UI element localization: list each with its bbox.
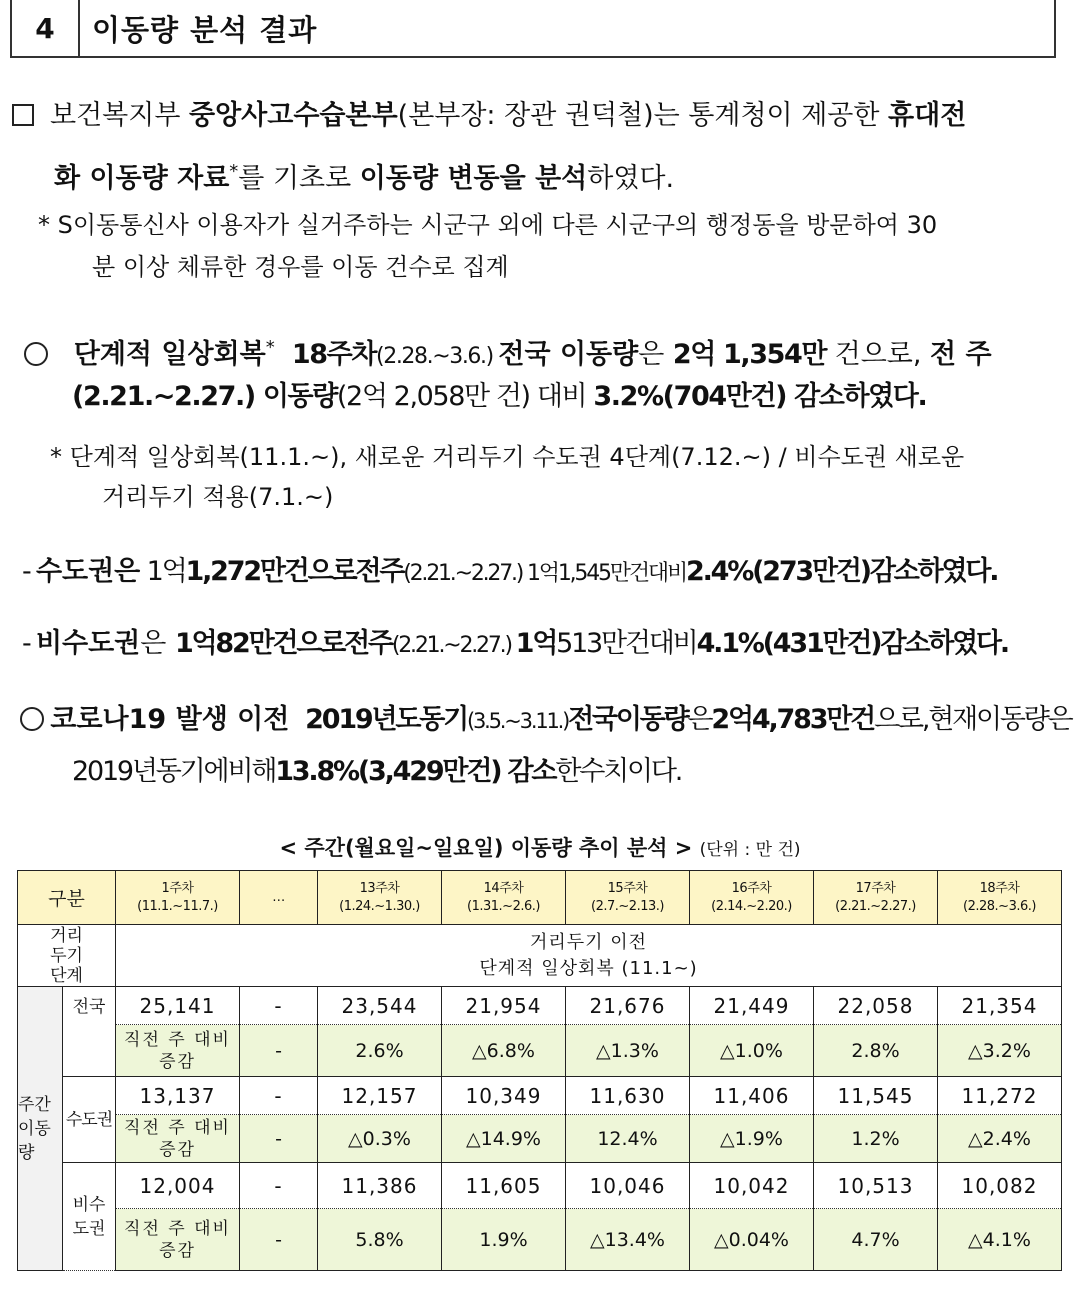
dash-text: (2.21.~2.27.) 1억1,545만건대비 (403, 561, 687, 586)
week-label: 1주차 (161, 880, 194, 896)
week-dates: (2.21.~2.27.) (835, 898, 916, 914)
bullet1-bold: 18주차 (291, 339, 377, 370)
intro-bold: 중앙사고수습본부 (189, 100, 398, 131)
value-cell: 22,058 (814, 987, 938, 1025)
table-row (18, 987, 1062, 1025)
region-name: 수도권 (63, 1077, 116, 1163)
bullet2-bold: 전국이동량 (568, 704, 688, 735)
checkbox-icon (12, 104, 34, 126)
value-cell: 21,354 (938, 987, 1062, 1025)
intro-note-1: * S이동통신사 이용자가 실거주하는 시군구 외에 다른 시군구의 행정동을 방문하여 30 (38, 211, 938, 239)
caption-title: < 주간(월요일~일요일) 이동량 추이 분석 > (279, 836, 693, 860)
change-label: 직전 주 대비 증감 (116, 1115, 240, 1163)
side-label: 주간 이동 량 (18, 987, 63, 1271)
value-cell: 21,449 (690, 987, 814, 1025)
week-label: 18주차 (979, 880, 1020, 896)
bullet2-bold: 2억4,783만건 (711, 704, 875, 735)
value-cell: 10,513 (814, 1163, 938, 1209)
dash1-line (22, 552, 997, 594)
dash-bold: 1,272만건으로전주 (185, 556, 404, 587)
dash-bold: 수도권은 (35, 556, 141, 587)
change-cell: - (240, 1025, 318, 1077)
stage-row (18, 925, 1062, 987)
header-week (814, 871, 938, 925)
week-dates: (1.31.~2.6.) (467, 898, 540, 914)
dash-bold: 2.4%(273만건)감소하였다. (686, 556, 998, 587)
value-cell: 11,386 (318, 1163, 442, 1209)
change-cell: - (240, 1115, 318, 1163)
dash-bold: 4.1%(431만건)감소하였다. (696, 628, 1008, 659)
bullet1-bold: 전국 이동량 (498, 339, 639, 370)
bullet1-text: 은 (638, 339, 673, 370)
change-cell: △0.3% (318, 1115, 442, 1163)
value-cell: 11,406 (690, 1077, 814, 1115)
bullet1-text: (2.28.~3.6.) (376, 344, 499, 369)
change-cell: △1.3% (566, 1025, 690, 1077)
value-cell: 21,676 (566, 987, 690, 1025)
header-week (116, 871, 240, 925)
table-row (18, 1163, 1062, 1209)
caption-unit: (단위 : 만 건) (699, 840, 801, 860)
bullet1-text: 건으로, (826, 339, 931, 370)
dash-text: - (22, 628, 36, 659)
value-cell: 10,046 (566, 1163, 690, 1209)
week-label: 14주차 (483, 880, 524, 896)
bullet1-note-2: 거리두기 적용(7.1.~) (102, 483, 334, 511)
footnote-star: * (265, 337, 275, 358)
region-name: 전국 (63, 987, 116, 1077)
bullet2-text: 한수치이다. (555, 756, 682, 787)
value-cell: 10,349 (442, 1077, 566, 1115)
bullet2-bold: 코로나19 발생 이전 (50, 704, 299, 735)
change-cell: 1.9% (442, 1209, 566, 1271)
bullet2-bold: 13.8%(3,429만건) 감소 (275, 756, 556, 787)
week-label: 16주차 (731, 880, 772, 896)
value-cell: - (240, 1077, 318, 1115)
change-cell: - (240, 1209, 318, 1271)
change-cell: 12.4% (566, 1115, 690, 1163)
value-cell: 13,137 (116, 1077, 240, 1115)
header-week (442, 871, 566, 925)
table-row (18, 1077, 1062, 1115)
week-dates: (11.1.~11.7.) (137, 898, 218, 914)
change-cell: △14.9% (442, 1115, 566, 1163)
dash-bold: 비수도권 (35, 628, 141, 659)
intro-line-1 (12, 96, 966, 136)
bullet1-line-2 (72, 377, 926, 417)
mobility-table (17, 870, 1062, 1271)
header-week (938, 871, 1062, 925)
bullet1-bold: 2억 1,354만 (672, 339, 827, 370)
value-cell: 12,004 (116, 1163, 240, 1209)
intro-bold: 화 이동량 자료 (54, 163, 230, 194)
value-cell: 12,157 (318, 1077, 442, 1115)
region-name: 비수 도권 (63, 1163, 116, 1271)
value-cell: - (240, 1163, 318, 1209)
bullet2-bold: 2019년도동기 (305, 704, 468, 735)
circle-bullet-icon (20, 707, 44, 731)
change-cell: △13.4% (566, 1209, 690, 1271)
bullet2-text: 은 (687, 704, 712, 735)
section-number: 4 (12, 0, 80, 56)
value-cell: 21,954 (442, 987, 566, 1025)
circle-bullet-icon (24, 342, 48, 366)
bullet2-text: 으로,현재이동량은 (874, 704, 1072, 735)
intro-line-2 (54, 152, 674, 199)
dash-text: 1억 (140, 556, 186, 587)
stage-text-1: 거리두기 이전 (529, 931, 648, 953)
footnote-star: * (229, 161, 239, 182)
stage-label: 거리 두기 단계 (18, 925, 116, 987)
change-cell: 2.8% (814, 1025, 938, 1077)
week-dates: (1.24.~1.30.) (339, 898, 420, 914)
change-label: 직전 주 대비 증감 (116, 1025, 240, 1077)
change-label: 직전 주 대비 증감 (116, 1209, 240, 1271)
change-cell: △6.8% (442, 1025, 566, 1077)
header-week (690, 871, 814, 925)
header-week (318, 871, 442, 925)
value-cell: 11,630 (566, 1077, 690, 1115)
intro-bold: 휴대전 (888, 100, 967, 131)
dash-text: 513만건대비 (556, 628, 697, 659)
table-header-row (18, 871, 1062, 925)
dash2-line (22, 624, 1008, 666)
header-week (566, 871, 690, 925)
bullet1-line-1 (24, 328, 992, 377)
change-cell: △1.9% (690, 1115, 814, 1163)
table-row (18, 1025, 1062, 1077)
change-cell: △2.4% (938, 1115, 1062, 1163)
change-cell: 4.7% (814, 1209, 938, 1271)
dash-text: 은 (140, 628, 175, 659)
value-cell: 25,141 (116, 987, 240, 1025)
intro-text: 를 기초로 (238, 163, 360, 194)
change-cell: △3.2% (938, 1025, 1062, 1077)
bullet2-text: (3.5.~3.11.) (467, 709, 569, 733)
bullet1-text: (2억 2,058만 건) 대비 (336, 381, 594, 412)
value-cell: 11,545 (814, 1077, 938, 1115)
bullet1-bold: 3.2%(704만건) 감소하였다. (593, 381, 927, 412)
bullet1-bold: 단계적 일상회복 (73, 339, 266, 370)
intro-text: 보건복지부 (50, 100, 189, 131)
dash-bold: 1억 (515, 628, 557, 659)
week-label: … (272, 889, 285, 905)
intro-bold: 이동량 변동을 분석 (359, 163, 588, 194)
week-label: 17주차 (855, 880, 896, 896)
value-cell: 10,082 (938, 1163, 1062, 1209)
bullet2-text: 2019년동기에비해 (72, 756, 276, 787)
header-week (240, 871, 318, 925)
change-cell: 5.8% (318, 1209, 442, 1271)
dash-bold: 1억82만건으로전주 (174, 628, 392, 659)
intro-text: (본부장: 장관 권덕철)는 통계청이 제공한 (397, 100, 889, 131)
dash-text: (2.21.~2.27.) (391, 633, 516, 658)
table-caption (0, 832, 1080, 862)
week-label: 15주차 (607, 880, 648, 896)
change-cell: △0.04% (690, 1209, 814, 1271)
section-title: 이동량 분석 결과 (92, 12, 318, 47)
value-cell: 10,042 (690, 1163, 814, 1209)
bullet2-line-1 (20, 700, 1072, 741)
value-cell: 23,544 (318, 987, 442, 1025)
value-cell: - (240, 987, 318, 1025)
table-row (18, 1115, 1062, 1163)
bullet2-line-2 (72, 752, 681, 792)
header-label: 구분 (18, 871, 116, 925)
bullet1-note-1: * 단계적 일상회복(11.1.~), 새로운 거리두기 수도권 4단계(7.12.~) / 비수도권 새로운 (50, 443, 965, 471)
value-cell: 11,605 (442, 1163, 566, 1209)
stage-text (116, 925, 1062, 987)
change-cell: △1.0% (690, 1025, 814, 1077)
table-row (18, 1209, 1062, 1271)
change-cell: △4.1% (938, 1209, 1062, 1271)
week-label: 13주차 (359, 880, 400, 896)
change-cell: 2.6% (318, 1025, 442, 1077)
week-dates: (2.28.~3.6.) (963, 898, 1036, 914)
intro-note-2: 분 이상 체류한 경우를 이동 건수로 집계 (92, 253, 509, 281)
intro-text: 하였다. (587, 163, 675, 194)
value-cell: 11,272 (938, 1077, 1062, 1115)
bullet1-bold: (2.21.~2.27.) 이동량 (72, 381, 337, 412)
week-dates: (2.14.~2.20.) (711, 898, 792, 914)
stage-text-2: 단계적 일상회복 (11.1~) (479, 957, 698, 979)
week-dates: (2.7.~2.13.) (591, 898, 664, 914)
bullet1-bold: 전 주 (930, 339, 992, 370)
dash-text: - (22, 556, 36, 587)
section-header (10, 0, 1056, 58)
change-cell: 1.2% (814, 1115, 938, 1163)
